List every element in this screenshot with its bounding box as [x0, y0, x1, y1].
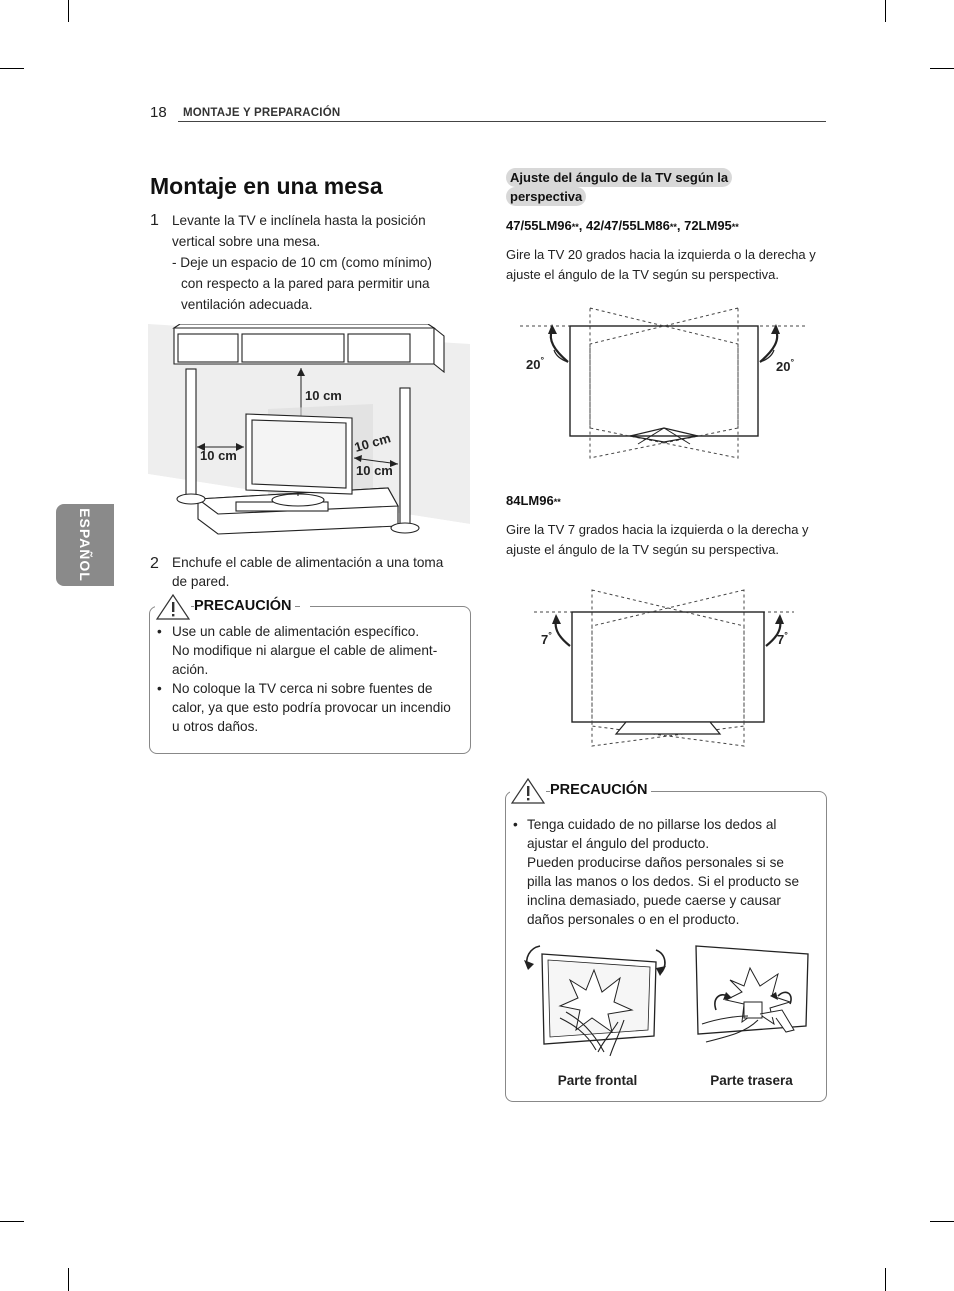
- caution-label: PRECAUCIÓN: [194, 598, 295, 614]
- model-name: , 72LM95: [676, 218, 732, 233]
- angle-label-right: [776, 357, 794, 374]
- page-number: 18: [150, 104, 167, 121]
- model-name: 84LM96: [506, 493, 554, 508]
- crop-mark: [885, 1268, 886, 1291]
- text-line: Levante la TV e inclínela hasta la posición: [172, 213, 426, 228]
- degree-symbol: °: [548, 630, 552, 640]
- back-pinch-illustration: [690, 940, 814, 1050]
- model-stars: **: [669, 222, 677, 232]
- model-list-1: [506, 218, 739, 233]
- crop-mark: [930, 68, 954, 69]
- swivel-20-degree-diagram: [512, 300, 812, 462]
- text-line: - Deje un espacio de 10 cm (como mínimo): [172, 255, 432, 270]
- text-line: No modifique ni alargue el cable de aliment-: [172, 643, 438, 658]
- text-line: inclina demasiado, puede caerse y causar: [527, 893, 781, 908]
- text-line: ajuste el ángulo de la TV según su perspectiva.: [506, 266, 779, 282]
- text-line: calor, ya que esto podría provocar un incendio: [172, 700, 451, 715]
- bullet-dot: •: [513, 817, 518, 832]
- tv-table-clearance-illustration: [148, 324, 472, 542]
- text-line: daños personales o en el producto.: [527, 912, 740, 927]
- step-1-text: [172, 210, 472, 315]
- text-line: Use un cable de alimentación específico.: [172, 624, 420, 639]
- model-2-description: [506, 520, 826, 559]
- text-line: vertical sobre una mesa.: [172, 234, 321, 249]
- angle-label-left: [526, 355, 544, 372]
- angle-label-left: [541, 630, 552, 647]
- header-rule: [178, 121, 826, 122]
- step-number: 2: [150, 555, 159, 572]
- caption-back: Parte trasera: [710, 1073, 793, 1088]
- warning-triangle-icon: [510, 777, 546, 805]
- step-2-text: [172, 553, 472, 591]
- clearance-label-right-a: 10 cm: [352, 430, 393, 455]
- model-name: 47/55LM96: [506, 218, 572, 233]
- text-line: con respecto a la pared para permitir una: [181, 276, 430, 291]
- caution-rule-gap: [300, 605, 310, 608]
- text-line: Tenga cuidado de no pillarse los dedos al: [527, 817, 777, 832]
- text-line: ación.: [172, 662, 209, 677]
- caution-item: [172, 679, 464, 736]
- crop-mark: [0, 1221, 24, 1222]
- model-name-2: [506, 493, 561, 508]
- angle-value: 20: [526, 357, 541, 372]
- crop-mark: [68, 1268, 69, 1291]
- crop-mark: [68, 0, 69, 22]
- text-line: ajustar el ángulo del producto.: [527, 836, 710, 851]
- clearance-label-left: 10 cm: [200, 448, 237, 463]
- crop-mark: [0, 68, 24, 69]
- angle-value: 7: [777, 632, 785, 647]
- text-line: u otros daños.: [172, 719, 259, 734]
- step-number: 1: [150, 212, 159, 229]
- swivel-7-degree-diagram: [530, 586, 800, 750]
- angle-label-right: [777, 630, 788, 647]
- section-tag: [506, 168, 766, 206]
- caution-item: [172, 622, 464, 679]
- model-stars: **: [571, 222, 579, 232]
- model-stars: **: [553, 497, 561, 507]
- crop-mark: [930, 1221, 954, 1222]
- tag-line: perspectiva: [506, 187, 586, 206]
- bullet-dot: •: [157, 624, 162, 639]
- caution-item: [527, 815, 819, 929]
- model-name: , 42/47/55LM86: [578, 218, 670, 233]
- bullet-dot: •: [157, 681, 162, 696]
- angle-value: 20: [776, 359, 791, 374]
- degree-symbol: °: [790, 357, 795, 367]
- clearance-label-top: 10 cm: [305, 388, 342, 403]
- text-line: No coloque la TV cerca ni sobre fuentes de: [172, 681, 433, 696]
- warning-triangle-icon: [155, 593, 191, 621]
- tag-line: Ajuste del ángulo de la TV según la: [506, 168, 732, 187]
- section-title: MONTAJE Y PREPARACIÓN: [183, 107, 341, 119]
- text-line: ajuste el ángulo de la TV según su perspectiva.: [506, 541, 779, 557]
- degree-symbol: °: [540, 355, 545, 365]
- caption-front: Parte frontal: [557, 1073, 638, 1088]
- side-tab-label: ESPAÑOL: [77, 508, 93, 582]
- text-line: ventilación adecuada.: [181, 297, 313, 312]
- text-line: de pared.: [172, 574, 230, 589]
- text-line: Gire la TV 20 grados hacia la izquierda o la derecha y: [506, 247, 816, 262]
- degree-symbol: °: [784, 630, 788, 640]
- model-1-description: [506, 245, 826, 284]
- angle-value: 7: [541, 632, 549, 647]
- crop-mark: [885, 0, 886, 22]
- caution-label: PRECAUCIÓN: [550, 782, 651, 798]
- model-stars: **: [731, 222, 739, 232]
- text-line: pilla las manos o los dedos. Si el producto se: [527, 874, 800, 889]
- front-pinch-illustration: [520, 940, 670, 1060]
- text-line: Gire la TV 7 grados hacia la izquierda o la derecha y: [506, 522, 809, 537]
- text-line: Enchufe el cable de alimentación a una toma: [172, 555, 444, 570]
- page-title: Montaje en una mesa: [150, 173, 383, 199]
- clearance-label-right-b: 10 cm: [356, 463, 393, 478]
- text-line: Pueden producirse daños personales si se: [527, 855, 784, 870]
- language-side-tab: [56, 504, 114, 586]
